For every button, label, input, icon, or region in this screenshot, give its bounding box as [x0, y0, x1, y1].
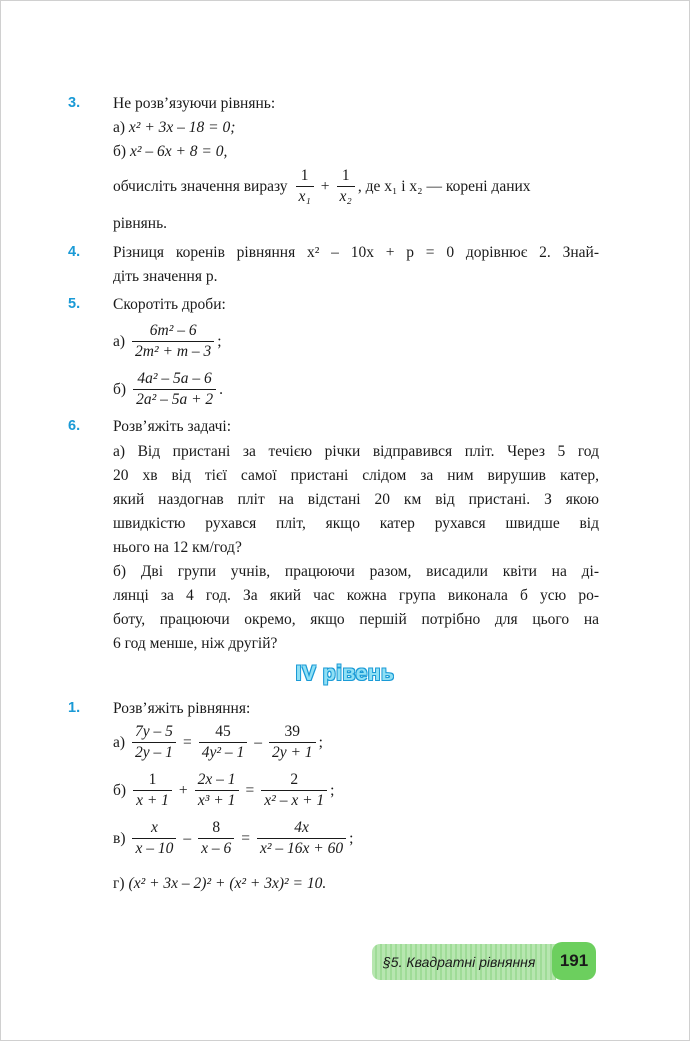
- page-number: 191: [552, 942, 596, 980]
- fraction-numerator: 2: [290, 771, 299, 788]
- level4-problem-1-c: [113, 818, 353, 859]
- fraction-denominator: 2a² – 5a + 2: [136, 391, 214, 408]
- equation-text: (x² + 3x – 2)² + (x² + 3x)² = 10.: [128, 875, 327, 892]
- operator: +: [178, 781, 188, 799]
- problem-3-compute: обчисліть значення виразу $\frac{1}{\text{x₁}}$ + $\frac{1}{\text{x₂}}$ , де x₁ і x₂ — корені даних: [113, 167, 531, 205]
- fraction: [261, 770, 327, 811]
- problem-6-b-line-3: боту, працюючи окремо, якщо першій потрібно для цього на: [113, 611, 599, 628]
- problem-6-b-line-1: б) Дві групи учнів, працюючи разом, висадили квіти на ді-: [113, 563, 599, 580]
- fraction-numerator: 7y – 5: [135, 723, 173, 740]
- problem-3-title: Не розв’язуючи рівнянь:: [113, 95, 276, 112]
- fraction: [198, 818, 234, 859]
- punctuation: ;: [330, 781, 335, 799]
- fraction: [199, 722, 248, 763]
- fraction-numerator: 6m² – 6: [149, 322, 197, 339]
- operator: =: [241, 829, 251, 847]
- operator: –: [254, 733, 262, 751]
- problem-6-a-line-2: 20 хв від тієї самої пристані слідом за ним вирушив катер,: [113, 467, 599, 484]
- fraction-numerator: 1: [341, 167, 350, 184]
- fraction: [132, 818, 176, 859]
- fraction-denominator: x + 1: [136, 792, 169, 809]
- fraction-numerator: x: [150, 819, 158, 836]
- problem-5-title: Скоротіть дроби:: [113, 296, 226, 313]
- fraction-denominator: x² – x + 1: [264, 792, 325, 809]
- problem-5-b-fraction: [133, 369, 216, 410]
- level4-problem-1-d: [113, 875, 326, 893]
- operator: –: [183, 829, 192, 847]
- problem-6-a-line-1: а) Від пристані за течією річки відправився пліт. Через 5 год: [113, 443, 599, 460]
- fraction-denominator: x – 10: [135, 840, 174, 857]
- problem-5-number: 5.: [68, 296, 81, 312]
- fraction: [257, 818, 346, 859]
- fraction-numerator: 1: [300, 167, 309, 184]
- fraction-denominator: x³ + 1: [197, 792, 236, 809]
- problem-5-b-label: б): [113, 380, 127, 398]
- equation-label: г): [113, 875, 125, 892]
- fraction: [132, 722, 176, 763]
- problem-6-a-line-5: нього на 12 км/год?: [113, 539, 242, 556]
- punctuation: ;: [318, 733, 323, 751]
- fraction-numerator: 8: [212, 819, 221, 836]
- problem-6-b-line-2: лянці за 4 год. За який час кожна група виконала б усю ро-: [113, 587, 599, 604]
- problem-3-b: [113, 143, 227, 161]
- fraction-numerator: 4x: [294, 819, 309, 836]
- equation-label: в): [113, 829, 126, 847]
- problem-5-a: [113, 321, 222, 362]
- problem-6-a-line-3: який наздогнав пліт на відстані 20 км від пристані. З якою: [113, 491, 599, 508]
- fraction-denominator: 2y – 1: [135, 744, 173, 761]
- problem-3-fraction-2: [337, 166, 355, 207]
- level4-problem-1-title: Розв’яжіть рівняння:: [113, 700, 251, 717]
- problem-5-b: [113, 369, 223, 410]
- level4-problem-1-number: 1.: [68, 700, 81, 716]
- fraction-denominator: 4y² – 1: [201, 744, 245, 761]
- problem-3-compute-text: обчисліть значення виразу: [113, 177, 288, 195]
- problem-6-title: Розв’яжіть задачі:: [113, 418, 232, 435]
- problem-3-a-equation: x² + 3x – 18 = 0;: [128, 119, 236, 136]
- problem-3-b-label: б): [113, 143, 127, 160]
- problem-4-line-1: Різниця коренів рівняння x² – 10x + p = 0 дорівнює 2. Знай-: [113, 244, 599, 261]
- level4-problem-1-b: [113, 770, 334, 811]
- problem-4-number: 4.: [68, 244, 81, 260]
- problem-3-a: [113, 119, 235, 137]
- fraction-denominator: 2m² + m – 3: [135, 343, 212, 360]
- punctuation: ;: [349, 829, 354, 847]
- problem-3-end: рівнянь.: [113, 215, 168, 232]
- fraction-numerator: 1: [148, 771, 157, 788]
- problem-3-b-equation: x² – 6x + 8 = 0,: [129, 143, 228, 160]
- problem-6-a-line-4: швидкістю рухався пліт, якщо катер рухався швидше від: [113, 515, 599, 532]
- fraction-denominator: x² – 16x + 60: [260, 840, 344, 857]
- equation-label: а): [113, 733, 126, 751]
- operator: =: [182, 733, 192, 751]
- problem-5-a-label: а): [113, 332, 126, 350]
- footer-section-title: §5. Квадратні рівняння: [383, 954, 536, 970]
- problem-5-a-fraction: [132, 321, 214, 362]
- level4-problem-1-a: [113, 722, 323, 763]
- operator: =: [245, 781, 255, 799]
- problem-6-b-line-4: 6 год менше, ніж другій?: [113, 635, 278, 652]
- punctuation: ;: [217, 332, 222, 350]
- equation-label: б): [113, 781, 127, 799]
- problem-3-a-label: а): [113, 119, 126, 136]
- fraction: [133, 770, 172, 811]
- fraction-numerator: 4a² – 5a – 6: [137, 370, 212, 387]
- problem-4-line-2: діть значення p.: [113, 268, 218, 285]
- problem-3-compute-after: , де x₁ і x₂ — корені даних: [357, 177, 531, 195]
- fraction: [269, 722, 316, 763]
- fraction-denominator: 2y + 1: [271, 744, 313, 761]
- fraction: [195, 770, 239, 811]
- fraction-numerator: 2x – 1: [197, 771, 236, 788]
- level-heading: IV рівень: [295, 662, 395, 685]
- problem-3-number: 3.: [68, 95, 81, 111]
- fraction-denominator: x – 6: [201, 840, 232, 857]
- fraction-denominator: x₁: [298, 188, 311, 205]
- punctuation: .: [219, 380, 224, 398]
- problem-6-number: 6.: [68, 418, 81, 434]
- fraction-denominator: x₂: [339, 188, 352, 205]
- fraction-numerator: 39: [284, 723, 301, 740]
- fraction-numerator: 45: [215, 723, 231, 740]
- problem-3-fraction-1: [296, 166, 314, 207]
